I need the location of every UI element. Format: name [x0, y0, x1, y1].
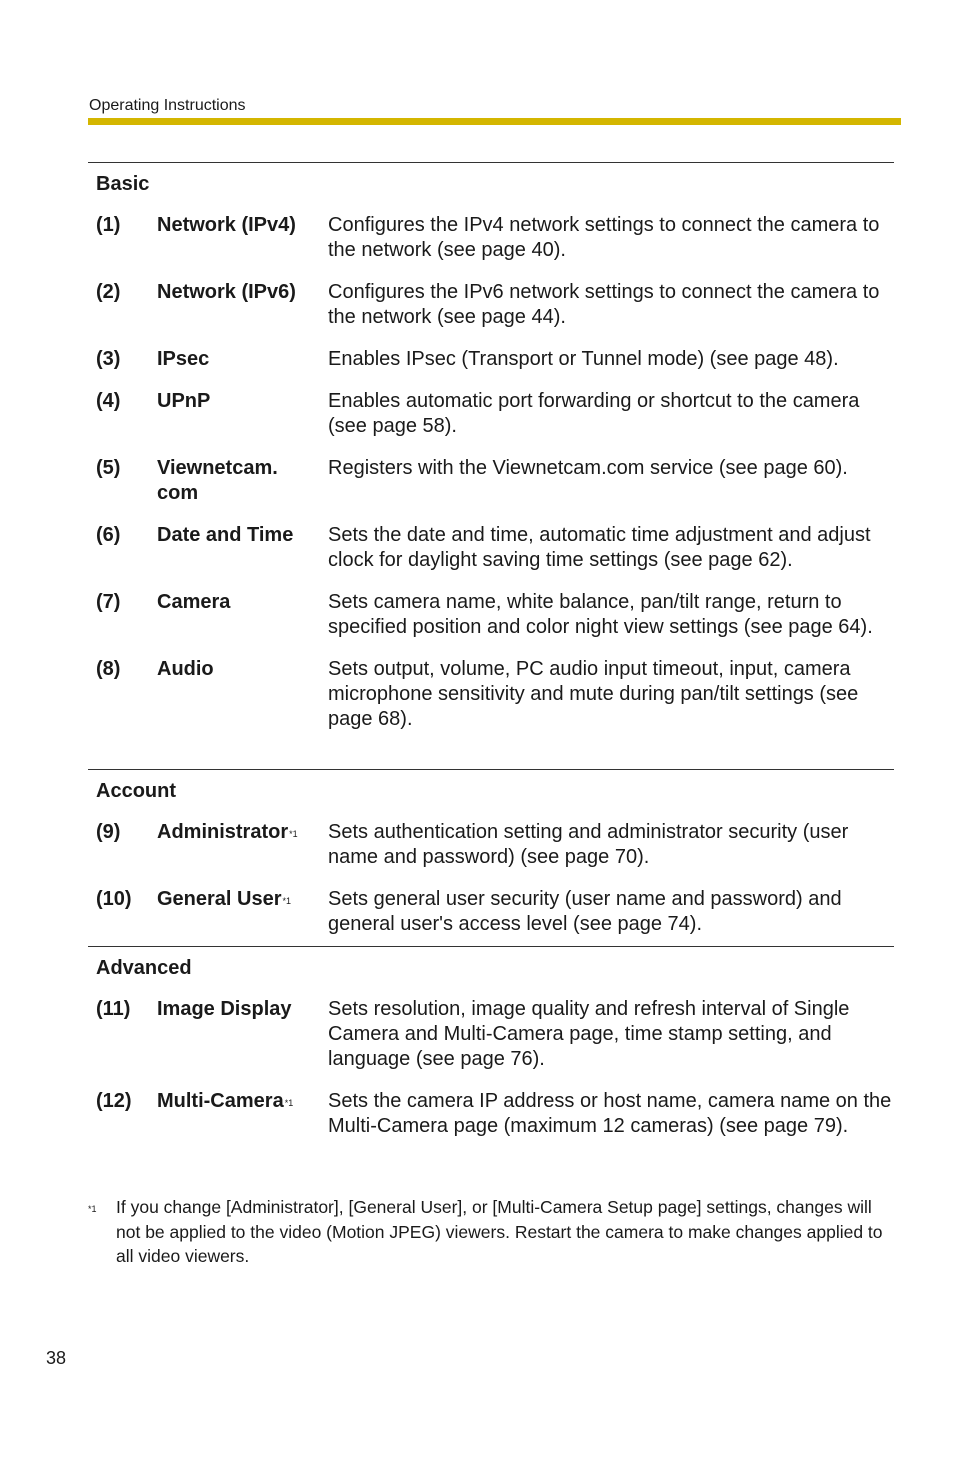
item-description: Sets general user security (user name and password) and general user's access level (see page 74). [328, 888, 842, 935]
item-description: Sets resolution, image quality and refresh interval of Single Camera and Multi-Camera page, time stamp setting, and language (see page 76). [328, 998, 850, 1070]
page-number: 38 [46, 1348, 67, 1368]
item-description: Sets the camera IP address or host name, camera name on the Multi-Camera page (maximum 12 cameras) (see page 79). [328, 1090, 892, 1137]
item-number: (4) [96, 390, 121, 412]
table-row [88, 523, 894, 573]
item-description: Enables IPsec (Transport or Tunnel mode) (see page 48). [328, 348, 839, 370]
table-row [88, 213, 894, 263]
section-divider [88, 162, 894, 163]
header-accent-bar [88, 118, 901, 125]
footnote-marker: *1 [282, 896, 292, 906]
item-name [157, 887, 328, 937]
item-name: Date and Time [157, 524, 294, 546]
table-row [88, 280, 894, 330]
item-description: Enables automatic port forwarding or shortcut to the camera (see page 58). [328, 390, 860, 437]
table-row [88, 657, 894, 732]
footnote-marker: *1 [289, 829, 298, 839]
item-description: Registers with the Viewnetcam.com service (see page 60). [328, 457, 848, 479]
item-name-text: Administrator [157, 821, 289, 843]
footnote [88, 1195, 894, 1269]
item-number: (8) [96, 658, 121, 680]
table-row [88, 997, 894, 1072]
table-row [88, 887, 894, 937]
section-account [88, 769, 894, 937]
item-name: Network (IPv6) [157, 281, 296, 303]
item-description: Sets camera name, white balance, pan/tilt range, return to specified position and color night view settings (see page 64). [328, 591, 873, 638]
table-row [88, 590, 894, 640]
item-name: Image Display [157, 998, 292, 1020]
item-name: Camera [157, 591, 231, 613]
item-number: (12) [96, 1090, 132, 1112]
item-description: Configures the IPv6 network settings to connect the camera to the network (see page 44). [328, 281, 880, 328]
item-number: (9) [96, 821, 121, 843]
footnote-mark: *1 [88, 1204, 97, 1214]
item-number: (7) [96, 591, 121, 613]
item-name: UPnP [157, 390, 211, 412]
item-number: (2) [96, 281, 121, 303]
item-name [157, 820, 328, 870]
section-basic [88, 162, 894, 732]
item-number: (1) [96, 214, 121, 236]
item-description: Sets output, volume, PC audio input timeout, input, camera microphone sensitivity and mute during pan/tilt settings (see page 68). [328, 658, 859, 730]
section-advanced [88, 946, 894, 1139]
section-divider [88, 769, 894, 770]
item-number: (6) [96, 524, 121, 546]
item-description: Sets authentication setting and administrator security (user name and password) (see page 70). [328, 821, 849, 868]
table-row [88, 820, 894, 870]
table-row [88, 456, 894, 506]
item-name-line2: com [157, 482, 199, 504]
item-name-line1: Viewnetcam. [157, 457, 278, 479]
item-name [157, 456, 328, 506]
section-title: Advanced [96, 957, 192, 979]
item-name-text: Multi-Camera [157, 1090, 284, 1112]
table-row [88, 347, 894, 372]
section-title: Account [96, 780, 176, 802]
item-number: (5) [96, 457, 121, 479]
item-name-text: General User [157, 888, 282, 910]
table-row [88, 389, 894, 439]
item-description: Sets the date and time, automatic time adjustment and adjust clock for daylight saving time settings (see page 62). [328, 524, 871, 571]
item-number: (11) [96, 998, 131, 1020]
table-row [88, 1089, 894, 1139]
running-header: Operating Instructions [89, 97, 246, 114]
item-name [157, 1089, 328, 1139]
section-title: Basic [96, 173, 150, 195]
section-divider [88, 946, 894, 947]
footnote-text: If you change [Administrator], [General User], or [Multi-Camera Setup page] settings, changes will not be applied to the video (Motion JPEG) viewers. Restart the camera to make changes applied to all video viewers. [116, 1197, 883, 1266]
item-name: Network (IPv4) [157, 214, 296, 236]
item-description: Configures the IPv4 network settings to connect the camera to the network (see page 40). [328, 214, 880, 261]
item-number: (10) [96, 888, 132, 910]
item-number: (3) [96, 348, 121, 370]
item-name: IPsec [157, 348, 210, 370]
item-name: Audio [157, 658, 214, 680]
footnote-marker: *1 [284, 1098, 294, 1108]
